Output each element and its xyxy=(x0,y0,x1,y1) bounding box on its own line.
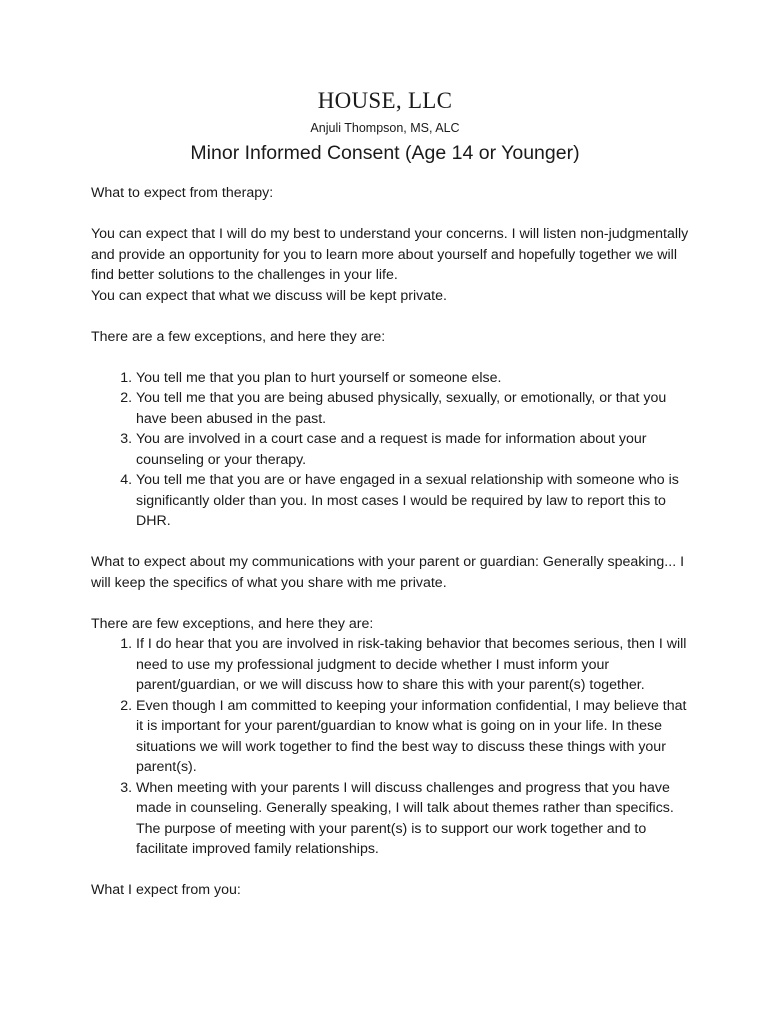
parent-heading: What to expect about my communications with your parent or guardian: Generally speaking... I will keep the specifics of what you share with me private. xyxy=(91,554,685,591)
parent-exceptions-list xyxy=(91,634,691,860)
spacer xyxy=(91,532,691,553)
therapy-paragraph-2: You can expect that what we discuss will be kept private. xyxy=(91,287,447,304)
exceptions-list xyxy=(91,368,691,532)
list-item: 3. You are involved in a court case and a request is made for information about your counseling or your therapy. xyxy=(136,429,691,470)
list-item: 2. You tell me that you are being abused physically, sexually, or emotionally, or that you have been abused in the past. xyxy=(136,388,691,429)
spacer xyxy=(91,593,691,614)
spacer xyxy=(91,204,691,225)
therapy-paragraph-1: You can expect that I will do my best to understand your concerns. I will listen non-judgmentally and provide an opportunity for you to learn more about yourself and hopefully together we will find better solutions to the challenges in your life. xyxy=(91,226,689,283)
list-item: 3. When meeting with your parents I will discuss challenges and progress that you have made in counseling. Generally speaking, I will talk about themes rather than specifics. The purpose of meeting with your parent(s) is to support our work together and to facilitate improved family relationships. xyxy=(136,778,691,860)
list-item: 2. Even though I am committed to keeping your information confidential, I may believe that it is important for your parent/guardian to know what is going on in your life. In these situations we will work together to find the best way to discuss these things with your parent(s). xyxy=(136,696,691,778)
list-item: 1. You tell me that you plan to hurt yourself or someone else. xyxy=(136,368,691,389)
author-line: Anjuli Thompson, MS, ALC xyxy=(310,121,460,135)
parent-exceptions-heading: There are few exceptions, and here they are: xyxy=(91,615,374,632)
expect-heading: What I expect from you: xyxy=(91,882,241,898)
document-title: Minor Informed Consent (Age 14 or Younger) xyxy=(190,142,580,164)
list-item: 4. You tell me that you are or have engaged in a sexual relationship with someone who is significantly older than you. In most cases I would be required by law to report this to DHR. xyxy=(136,470,691,532)
list-item: 1. If I do hear that you are involved in risk-taking behavior that becomes serious, then I will need to use my professional judgment to decide whether I must inform your parent/guardian, or we will discuss how to share this with your parent(s) together. xyxy=(136,634,691,696)
spacer xyxy=(91,860,691,881)
exceptions-heading: There are a few exceptions, and here they are: xyxy=(91,328,386,345)
company-name: HOUSE, LLC xyxy=(317,88,453,113)
therapy-heading: What to expect from therapy: xyxy=(91,185,274,201)
spacer xyxy=(91,306,691,327)
document-body xyxy=(91,183,691,901)
spacer xyxy=(91,347,691,368)
